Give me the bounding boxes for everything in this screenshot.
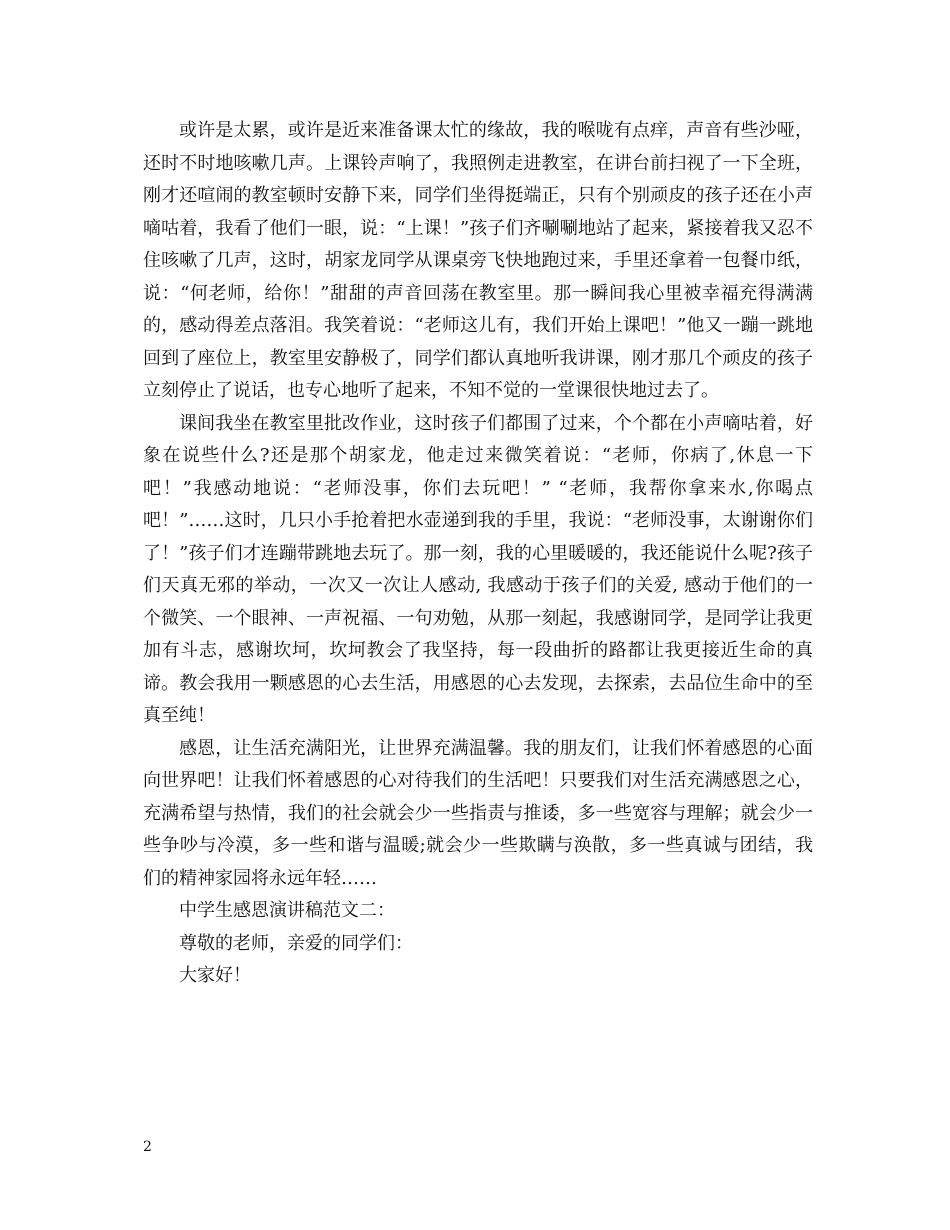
document-body [143, 115, 813, 993]
paragraph-story-classroom: 或许是太累，或许是近来准备课太忙的缘故，我的喉咙有点痒，声音有些沙哑，还时不时地咳嗽几声。上课铃声响了，我照例走进教室，在讲台前扫视了一下全班，刚才还喧闹的教室顿时安静下来，同学们坐得挺端正，只有个别顽皮的孩子还在小声嘀咕着，我看了他们一眼，说：“上课！”孩子们齐唰唰地站了起来，紧接着我又忍不住咳嗽了几声，这时，胡家龙同学从课桌旁飞快地跑过来，手里还拿着一包餐巾纸，说：“何老师，给你！”甜甜的声音回荡在教室里。那一瞬间我心里被幸福充得满满的，感动得差点落泪。我笑着说：“老师这儿有，我们开始上课吧！”他又一蹦一跳地回到了座位上，教室里安静极了，同学们都认真地听我讲课，刚才那几个顽皮的孩子立刻停止了说话，也专心地听了起来，不知不觉的一堂课很快地过去了。 [143, 120, 813, 401]
greeting-line: 大家好！ [179, 965, 251, 986]
section-heading-speech-two: 中学生感恩演讲稿范文二： [179, 900, 395, 921]
salutation-line: 尊敬的老师，亲爱的同学们： [179, 932, 413, 954]
page-number: 2 [143, 1139, 152, 1155]
paragraph-story-break-time: 课间我坐在教室里批改作业，这时孩子们都围了过来，个个都在小声嘀咕着，好象在说些什么?还是那个胡家龙，他走过来微笑着说：“老师，你病了,休息一下吧！”我感动地说：“老师没事，你们去玩吧！” “老师，我帮你拿来水,你喝点吧！”……这时，几只小手抢着把水壶递到我的手里，我说：“老师没事，太谢谢你们了！”孩子们才连蹦带跳地去玩了。那一刻，我的心里暖暖的，我还能说什么呢?孩子们天真无邪的举动，一次又一次让人感动, 我感动于孩子们的关爱, 感动于他们的一个微笑、一个眼神、一声祝福、一句劝勉，从那一刻起，我感谢同学，是同学让我更加有斗志，感谢坎坷，坎坷教会了我坚持，每一段曲折的路都让我更接近生命的真谛。教会我用一颗感恩的心去生活，用感恩的心去发现，去探索，去品位生命中的至真至纯！ [143, 412, 813, 726]
paragraph-gratitude-conclusion: 感恩，让生活充满阳光，让世界充满温馨。我的朋友们，让我们怀着感恩的心面向世界吧！让我们怀着感恩的心对待我们的生活吧！只要我们对生活充满感恩之心，充满希望与热情，我们的社会就会少一些指责与推诿，多一些宽容与理解；就会少一些争吵与冷漠，多一些和谐与温暖;就会少一些欺瞒与涣散，多一些真诚与团结，我们的精神家园将永远年轻…… [143, 737, 813, 889]
